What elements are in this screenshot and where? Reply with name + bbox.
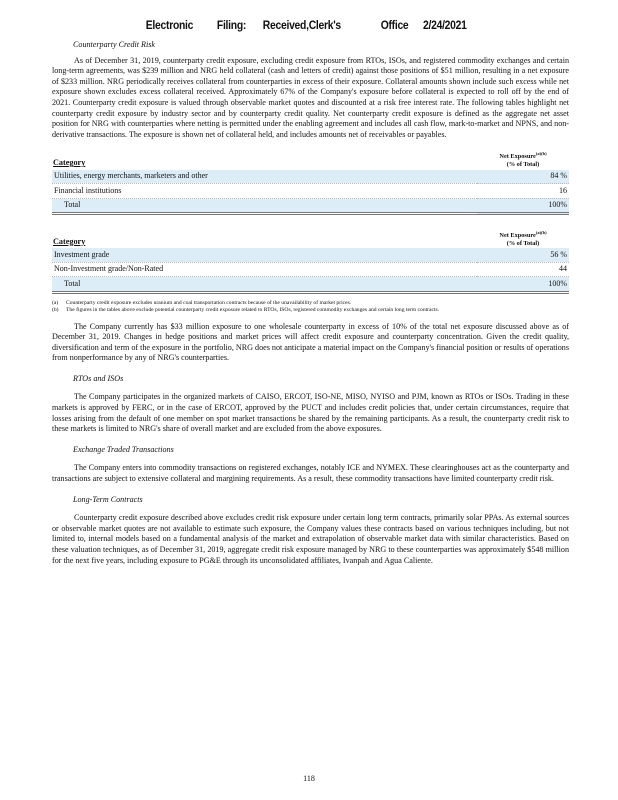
category-header: Category	[53, 158, 86, 168]
table-header-row	[52, 229, 569, 248]
row-label: Utilities, energy merchants, marketers and other	[52, 170, 477, 184]
net-exposure-header	[477, 150, 569, 169]
table-row	[52, 170, 569, 184]
stamp-filing: Filing:	[216, 20, 247, 32]
net-exposure-label: Net Exposure	[499, 232, 536, 240]
exposure-by-credit-quality-table	[52, 229, 569, 294]
net-exposure-subheader: (% of Total)	[506, 239, 540, 247]
net-exposure-header	[477, 229, 569, 248]
page-number: 118	[303, 774, 315, 783]
footnote	[52, 300, 569, 307]
stamp-date: 2/24/2021	[423, 20, 467, 32]
total-label: Total	[52, 277, 477, 293]
footnotes	[52, 300, 569, 314]
footnote-text: Counterparty credit exposure excludes uranium and coal transportation contracts because of the unavailability of market prices.	[66, 299, 352, 306]
paragraph-counterparty: As of December 31, 2019, counterparty credit exposure, excluding credit exposure from RTOs, ISOs, and registered commodity exchanges and certain long-term agreements, was $239 million and NRG held collateral (cash and letters of credit) against those positions of $51 million, resulting in a net exposure of $233 million. NRG periodically receives collateral from counterparties in excess of their exposure. Collateral amounts shown include such excess while net exposure shown excludes excess collateral received. Approximately 67% of the Company's exposure before collateral is expected to roll off by the end of 2021. Counterparty credit exposure is valued through observable market quotes and discounted at a risk free interest rate. The following tables highlight net counterparty credit exposure by industry sector and by counterparty credit quality. Net counterparty credit exposure is defined as the aggregate net asset position for NRG with counterparties where netting is permitted under the enabling agreement and includes all cash flow, mark-to-market and NPNS, and non-derivative transactions. The exposure is shown net of collateral held, and includes amounts net of receivables or payables.	[52, 55, 569, 139]
section-heading-counterparty: Counterparty Credit Risk	[73, 40, 155, 49]
total-label: Total	[52, 198, 477, 214]
row-value: 44	[477, 262, 569, 277]
stamp-received: Received,Clerk's	[262, 20, 341, 32]
net-exposure-subheader: (% of Total)	[506, 161, 540, 169]
row-value: 56 %	[477, 248, 569, 262]
table-header-row	[52, 150, 569, 169]
stamp-electronic: Electronic	[145, 20, 194, 32]
row-label: Non-Investment grade/Non-Rated	[52, 262, 477, 277]
category-header: Category	[53, 236, 86, 246]
footnote-mark: (a)	[52, 299, 59, 306]
footnote-text: The figures in the tables above exclude potential counterparty credit exposure related to RTOs, ISOs, registered commodity exchanges and certain long term contracts.	[66, 306, 440, 313]
paragraph-rtos: The Company participates in the organized markets of CAISO, ERCOT, ISO-NE, MISO, NYISO and PJM, known as RTOs or ISOs. Trading in these markets is approved by FERC, or in the case of ERCOT, approved by the PUCT and includes credit policies that, under certain circumstances, require that losses arising from the default of one member on spot market transactions be shared by the remaining participants. As a result, the counterparty credit risk to these markets is limited to NRG's share of overall market and are excluded from the above exposures.	[52, 392, 569, 434]
row-value: 84 %	[477, 170, 569, 184]
footnote	[52, 307, 569, 314]
net-exposure-footnote-ref: (a)(b)	[535, 151, 547, 157]
section-heading-rtos: RTOs and ISOs	[73, 373, 124, 383]
section-heading-long-term: Long-Term Contracts	[73, 494, 143, 504]
section-heading-exchange: Exchange Traded Transactions	[73, 444, 174, 454]
table-total-row	[52, 198, 569, 214]
total-value: 100%	[477, 277, 569, 293]
table-row	[52, 184, 569, 199]
document-body	[52, 40, 569, 576]
net-exposure-label: Net Exposure	[499, 153, 536, 161]
row-value: 16	[477, 184, 569, 199]
table-row	[52, 248, 569, 262]
paragraph-long-term: Counterparty credit exposure described above excludes credit risk exposure under certain long term contracts, primarily solar PPAs. As external sources or observable market quotes are not available to estimate such exposure, the Company values these contracts based on various techniques including, but not limited to, internal models based on a fundamental analysis of the market and extrapolation of observable market data with similar characteristics. Based on these valuation techniques, as of December 31, 2019, aggregate credit risk exposure managed by NRG to these counterparties was approximately $548 million for the next five years, including exposure to PG&E through its unconsolidated affiliates, Ivanpah and Agua Caliente.	[52, 513, 569, 565]
paragraph-concentration: The Company currently has $33 million exposure to one wholesale counterparty in excess of 10% of the total net exposure discussed above as of December 31, 2019. Changes in hedge positions and market prices will affect credit exposure and counterparty concentration. Given the credit quality, diversification and term of the exposure in the portfolio, NRG does not anticipate a material impact on the Company's financial position or results of operations from nonperformance by any of NRG's counterparties.	[52, 321, 569, 363]
paragraph-exchange: The Company enters into commodity transactions on registered exchanges, notably ICE and NYMEX. These clearinghouses act as the counterparty and transactions are subject to extensive collateral and margining requirements. As a result, these commodity transactions have limited counterparty credit risk.	[52, 463, 569, 484]
net-exposure-footnote-ref: (a)(b)	[535, 230, 547, 236]
exposure-by-sector-table	[52, 150, 569, 215]
stamp-office: Office	[380, 20, 409, 32]
footnote-mark: (b)	[52, 306, 59, 313]
table-total-row	[52, 277, 569, 293]
row-label: Investment grade	[52, 248, 477, 262]
row-label: Financial institutions	[52, 184, 477, 199]
total-value: 100%	[477, 198, 569, 214]
table-row	[52, 262, 569, 277]
